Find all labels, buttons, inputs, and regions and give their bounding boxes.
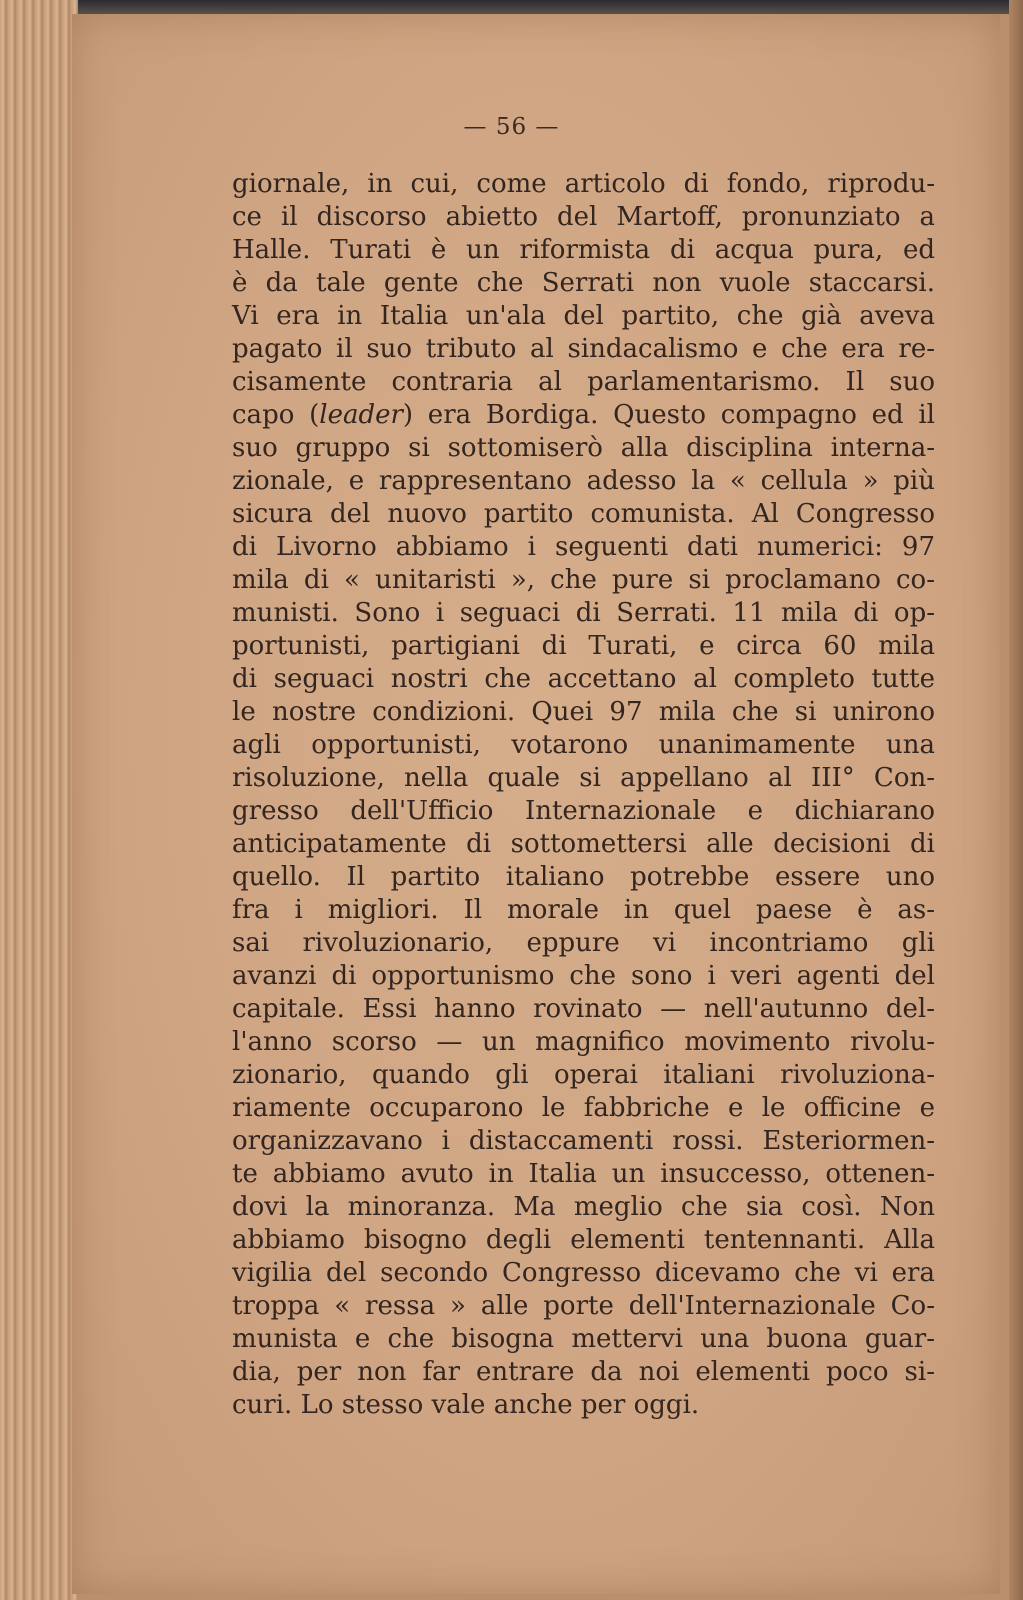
- text-line: capo (leader) era Bordiga. Questo compagno ed il: [232, 400, 935, 430]
- text-line: cisamente contraria al parlamentarismo. Il suo: [232, 367, 935, 397]
- text-line: capitale. Essi hanno rovinato — nell'autunno del-: [232, 994, 935, 1024]
- text-line: vigilia del secondo Congresso dicevamo che vi era: [232, 1258, 935, 1288]
- text-line: giornale, in cui, come articolo di fondo, riprodu-: [232, 169, 935, 199]
- book-cover-edge: [0, 0, 1023, 14]
- text-line: te abbiamo avuto in Italia un insuccesso, ottenen-: [232, 1159, 935, 1189]
- text-line: dia, per non far entrare da noi elementi poco si-: [232, 1357, 935, 1387]
- text-line: munisti. Sono i seguaci di Serrati. 11 mila di op-: [232, 598, 935, 628]
- text-line: Vi era in Italia un'ala del partito, che già aveva: [232, 301, 935, 331]
- text-line: sicura del nuovo partito comunista. Al Congresso: [232, 499, 935, 529]
- text-line: agli opportunisti, votarono unanimamente una: [232, 730, 935, 760]
- text-line: le nostre condizioni. Quei 97 mila che si unirono: [232, 697, 935, 727]
- text-line: curi. Lo stesso vale anche per oggi.: [232, 1390, 700, 1420]
- text-line: anticipatamente di sottomettersi alle decisioni di: [232, 829, 935, 859]
- text-line: zionale, e rappresentano adesso la « cellula » più: [232, 466, 935, 496]
- text-line: troppa « ressa » alle porte dell'Internazionale Co-: [232, 1291, 935, 1321]
- text-line: quello. Il partito italiano potrebbe essere uno: [232, 862, 935, 892]
- text-line: sai rivoluzionario, eppure vi incontriamo gli: [232, 928, 935, 958]
- text-line: mila di « unitaristi », che pure si proclamano co-: [232, 565, 935, 595]
- body-text: [232, 168, 935, 1422]
- text-line: Halle. Turati è un riformista di acqua pura, ed: [232, 235, 935, 265]
- text-line: di Livorno abbiamo i seguenti dati numerici: 97: [232, 532, 935, 562]
- text-line: avanzi di opportunismo che sono i veri agenti del: [232, 961, 935, 991]
- text-line: è da tale gente che Serrati non vuole staccarsi.: [232, 268, 935, 298]
- text-line: di seguaci nostri che accettano al completo tutte: [232, 664, 935, 694]
- text-line: l'anno scorso — un magnifico movimento rivolu-: [232, 1027, 935, 1057]
- text-line: ce il discorso abietto del Martoff, pronunziato a: [232, 202, 935, 232]
- text-line: munista e che bisogna mettervi una buona guar-: [232, 1324, 935, 1354]
- text-line: fra i migliori. Il morale in quel paese è as-: [232, 895, 935, 925]
- page-number: — 56 —: [463, 114, 560, 140]
- text-line: dovi la minoranza. Ma meglio che sia così. Non: [232, 1192, 935, 1222]
- text-line: pagato il suo tributo al sindacalismo e che era re-: [232, 334, 935, 364]
- text-line: abbiamo bisogno degli elementi tentennanti. Alla: [232, 1225, 935, 1255]
- book-gutter: [0, 0, 78, 1600]
- text-line: suo gruppo si sottomiserò alla disciplina interna-: [232, 433, 935, 463]
- text-line: zionario, quando gli operai italiani rivoluziona-: [232, 1060, 935, 1090]
- page-edge: [1009, 0, 1023, 1600]
- text-line: risoluzione, nella quale si appellano al III° Con-: [232, 763, 935, 793]
- italic-word: leader: [319, 400, 403, 430]
- text-line: riamente occuparono le fabbriche e le officine e: [232, 1093, 935, 1123]
- text-line: portunisti, partigiani di Turati, e circa 60 mila: [232, 631, 935, 661]
- text-line: gresso dell'Ufficio Internazionale e dichiarano: [232, 796, 935, 826]
- text-line: organizzavano i distaccamenti rossi. Esteriormen-: [232, 1126, 935, 1156]
